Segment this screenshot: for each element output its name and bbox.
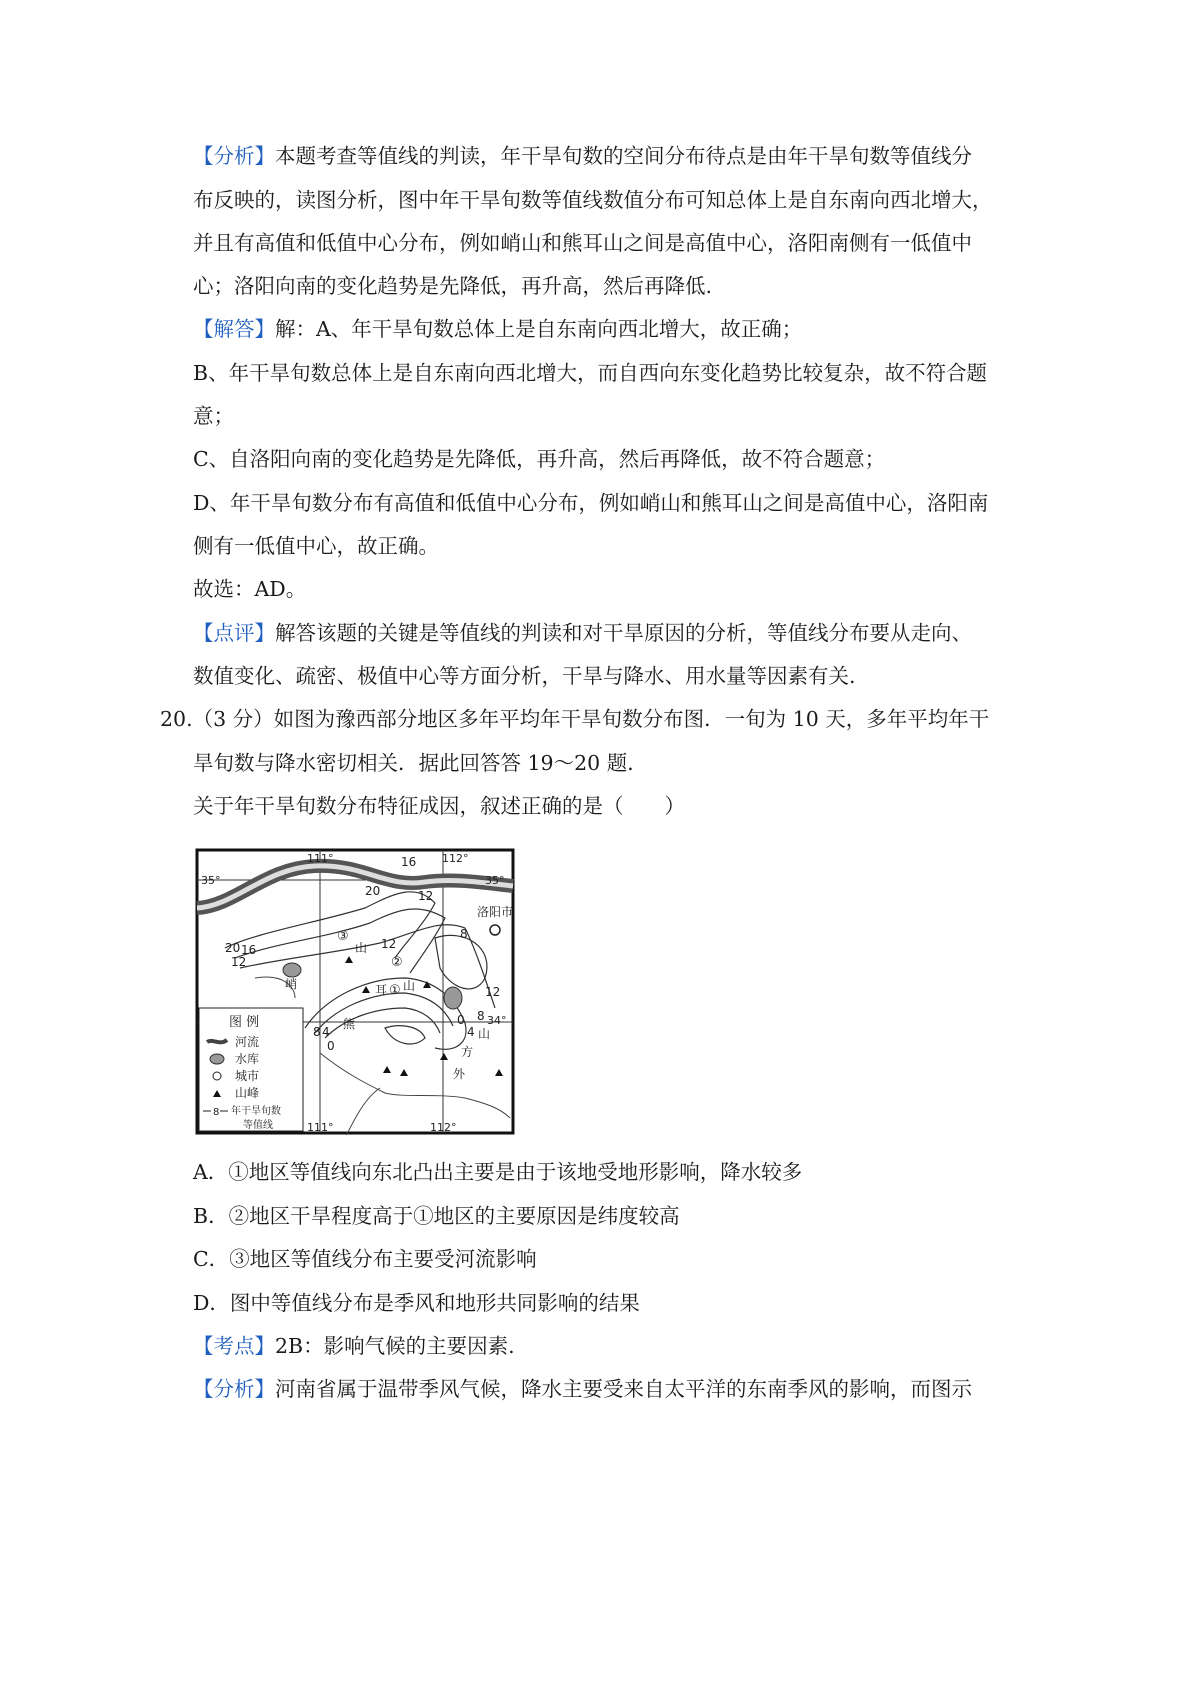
lon-label-111-top: 111° bbox=[307, 852, 334, 865]
luoyang-city-marker bbox=[490, 925, 500, 935]
contour-label: 16 bbox=[241, 943, 257, 957]
kaodian-line bbox=[193, 1332, 515, 1360]
answer-line-1 bbox=[193, 315, 802, 343]
kaodian-text: 2B：影响气候的主要因素. bbox=[275, 1334, 515, 1358]
legend-river: 河流 bbox=[235, 1035, 260, 1049]
question-20-stem: 关于年干旱旬数分布特征成因，叙述正确的是（ ） bbox=[193, 794, 685, 818]
contour-label: 4 bbox=[322, 1025, 330, 1039]
legend-title: 图 例 bbox=[229, 1015, 260, 1030]
contour-label: 8 bbox=[460, 927, 468, 941]
place-label-fang: 方 bbox=[461, 1045, 474, 1059]
contour-label: 0 bbox=[327, 1039, 335, 1053]
question-20-line-2: 旱旬数与降水密切相关．据此回答答 19～20 题． bbox=[193, 751, 648, 775]
comment-text: 解答该题的关键是等值线的判读和对干旱原因的分析，等值线分布要从走向、 bbox=[275, 621, 972, 645]
place-label-wai: 外 bbox=[453, 1067, 466, 1081]
region-marker-3: ③ bbox=[337, 929, 349, 944]
analysis-line-1 bbox=[193, 142, 972, 170]
place-label-luoyang: 洛阳市 bbox=[477, 905, 514, 919]
contour-label: 12 bbox=[418, 889, 434, 903]
answer-line-d-cont: 侧有一低值中心，故正确。 bbox=[193, 534, 439, 558]
lon-label-112-bottom: 112° bbox=[430, 1121, 457, 1134]
lat-label-35-left: 35° bbox=[201, 874, 221, 887]
legend-reservoir: 水库 bbox=[235, 1052, 260, 1066]
region-marker-1: ① bbox=[389, 983, 401, 998]
legend-contour-line-2: 等值线 bbox=[243, 1120, 273, 1131]
contour-label: 20 bbox=[365, 884, 381, 898]
analysis2-text: 河南省属于温带季风气候，降水主要受来自太平洋的东南季风的影响，而图示 bbox=[275, 1377, 972, 1401]
analysis2-tag: 【分析】 bbox=[193, 1377, 275, 1401]
legend-city: 城市 bbox=[235, 1069, 260, 1083]
contour-label: 12 bbox=[231, 955, 247, 969]
answer-line-b: B、年干旱旬数总体上是自东南向西北增大，而自西向东变化趋势比较复杂，故不符合题 bbox=[193, 361, 988, 385]
option-c: C．③地区等值线分布主要受河流影响 bbox=[193, 1247, 537, 1271]
kaodian-tag: 【考点】 bbox=[193, 1334, 275, 1358]
place-label-shan: 山 bbox=[355, 941, 368, 955]
legend-reservoir-icon bbox=[210, 1054, 224, 1064]
contour-label: 4 bbox=[467, 1025, 475, 1039]
analysis-line-4: 心；洛阳向南的变化趋势是先降低，再升高，然后再降低. bbox=[193, 274, 713, 298]
contour-label: 20 bbox=[225, 941, 241, 955]
lat-label-35-right: 35° bbox=[485, 874, 505, 887]
region-marker-2: ② bbox=[391, 955, 403, 970]
lon-label-111-bottom: 111° bbox=[307, 1121, 334, 1134]
contour-label: 12 bbox=[485, 985, 501, 999]
answer-text: 解：A、年干旱旬数总体上是自东南向西北增大，故正确； bbox=[275, 317, 803, 341]
contour-label: 8 bbox=[477, 1009, 485, 1023]
place-label-xiong: 熊 bbox=[343, 1017, 356, 1031]
option-b: B．②地区干旱程度高于①地区的主要原因是纬度较高 bbox=[193, 1204, 680, 1228]
contour-label: 12 bbox=[381, 937, 397, 951]
analysis-text: 本题考查等值线的判读，年干旱旬数的空间分布待点是由年干旱旬数等值线分 bbox=[275, 144, 972, 168]
question-20-line-1: 20.（3 分）如图为豫西部分地区多年平均年干旱旬数分布图．一旬为 10 天，多年平均年干 bbox=[160, 707, 990, 731]
lat-label-34: 34° bbox=[487, 1014, 507, 1027]
legend-peak: 山峰 bbox=[235, 1086, 260, 1100]
legend-contour-value: 8 bbox=[213, 1107, 220, 1118]
reservoir-west bbox=[283, 963, 301, 977]
comment-line-1 bbox=[193, 619, 972, 647]
option-a: A．①地区等值线向东北凸出主要是由于该地受地形影响，降水较多 bbox=[193, 1160, 803, 1184]
answer-line-d: D、年干旱旬数分布有高值和低值中心分布，例如峭山和熊耳山之间是高值中心，洛阳南 bbox=[193, 491, 989, 515]
analysis2-line bbox=[193, 1375, 972, 1403]
answer-choice: 故选：AD。 bbox=[193, 577, 307, 601]
option-d: D．图中等值线分布是季风和地形共同影响的结果 bbox=[193, 1291, 640, 1315]
lon-label-112-top: 112° bbox=[442, 852, 469, 865]
analysis-tag: 【分析】 bbox=[193, 144, 275, 168]
place-label-shan-3: 山 bbox=[478, 1027, 491, 1041]
comment-tag: 【点评】 bbox=[193, 621, 275, 645]
reservoir-east bbox=[444, 987, 462, 1009]
answer-line-b-cont: 意； bbox=[193, 404, 234, 428]
comment-line-2: 数值变化、疏密、极值中心等方面分析，干旱与降水、用水量等因素有关. bbox=[193, 664, 856, 688]
drought-contour-map bbox=[195, 848, 515, 1135]
place-label-er: 耳 bbox=[375, 983, 388, 997]
contour-label: 0 bbox=[457, 1013, 465, 1027]
legend-river-icon bbox=[207, 1040, 227, 1042]
analysis-line-3: 并且有高值和低值中心分布，例如峭山和熊耳山之间是高值中心，洛阳南侧有一低值中 bbox=[193, 231, 972, 255]
analysis-line-2: 布反映的，读图分析，图中年干旱旬数等值线数值分布可知总体上是自东南向西北增大， bbox=[193, 188, 993, 212]
place-label-shan-2: 山 bbox=[403, 979, 416, 993]
place-label-xiao: 峭 bbox=[285, 977, 298, 991]
contour-label: 16 bbox=[401, 855, 417, 869]
legend-contour-line-1: 年干旱旬数 bbox=[231, 1106, 281, 1117]
answer-line-c: C、自洛阳向南的变化趋势是先降低，再升高，然后再降低，故不符合题意； bbox=[193, 447, 886, 471]
contour-label: 8 bbox=[313, 1025, 321, 1039]
legend-city-icon bbox=[213, 1072, 221, 1080]
answer-tag: 【解答】 bbox=[193, 317, 275, 341]
